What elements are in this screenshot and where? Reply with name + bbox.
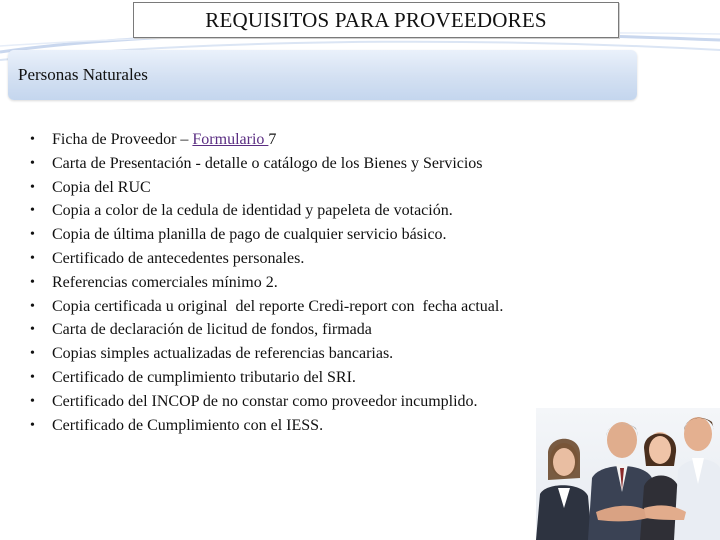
bullet: • bbox=[30, 179, 35, 195]
bullet: • bbox=[30, 322, 35, 338]
list-item bbox=[30, 366, 503, 390]
bullet: • bbox=[30, 346, 35, 362]
list-item bbox=[30, 247, 503, 271]
list-item-text: Copia de última planilla de pago de cualquier servicio básico. bbox=[52, 226, 447, 244]
bullet: • bbox=[30, 250, 35, 266]
list-item-text: Certificado del INCOP de no constar como proveedor incumplido. bbox=[52, 392, 478, 410]
bullet: • bbox=[30, 369, 35, 385]
list-item bbox=[30, 176, 503, 200]
list-item bbox=[30, 414, 503, 438]
requirements-list bbox=[30, 128, 503, 437]
list-item bbox=[30, 318, 503, 342]
business-people-photo bbox=[536, 408, 720, 540]
list-item bbox=[30, 390, 503, 414]
list-item-text: Carta de declaración de licitud de fondos, firmada bbox=[52, 321, 372, 339]
bullet: • bbox=[30, 417, 35, 433]
subtitle-bar bbox=[8, 50, 637, 100]
list-item-text: Copias simples actualizadas de referencias bancarias. bbox=[52, 345, 394, 363]
list-item-text: Copia certificada u original del reporte Credi-report con fecha actual. bbox=[52, 297, 504, 315]
list-item bbox=[30, 152, 503, 176]
bullet: • bbox=[30, 393, 35, 409]
bullet: • bbox=[30, 203, 35, 219]
list-item bbox=[30, 223, 503, 247]
slide-title: REQUISITOS PARA PROVEEDORES bbox=[205, 7, 547, 32]
list-item-text: Certificado de Cumplimiento con el IESS. bbox=[52, 416, 324, 434]
subtitle-text: Personas Naturales bbox=[18, 65, 148, 84]
list-item-text: Copia a color de la cedula de identidad y papeleta de votación. bbox=[52, 202, 453, 220]
list-item-text-after: 7 bbox=[268, 131, 277, 148]
slide-title-box bbox=[133, 2, 619, 38]
bullet: • bbox=[30, 132, 35, 147]
list-item bbox=[30, 295, 503, 319]
list-item bbox=[30, 271, 503, 295]
list-item-text: Carta de Presentación - detalle o catálogo de los Bienes y Servicios bbox=[52, 154, 483, 172]
list-item-text: Copia del RUC bbox=[52, 178, 151, 196]
list-item-text: Referencias comerciales mínimo 2. bbox=[52, 273, 278, 291]
list-item-text bbox=[52, 128, 276, 152]
business-people-illustration bbox=[536, 408, 720, 540]
formulario-link[interactable]: Formulario bbox=[192, 131, 269, 148]
list-item-text-before: Ficha de Proveedor – bbox=[52, 131, 193, 148]
list-item bbox=[30, 128, 503, 152]
list-item bbox=[30, 199, 503, 223]
bullet: • bbox=[30, 298, 35, 314]
bullet: • bbox=[30, 227, 35, 243]
bullet: • bbox=[30, 274, 35, 290]
list-item-text: Certificado de cumplimiento tributario del SRI. bbox=[52, 368, 356, 386]
bullet: • bbox=[30, 155, 35, 171]
list-item bbox=[30, 342, 503, 366]
list-item-text: Certificado de antecedentes personales. bbox=[52, 249, 305, 267]
